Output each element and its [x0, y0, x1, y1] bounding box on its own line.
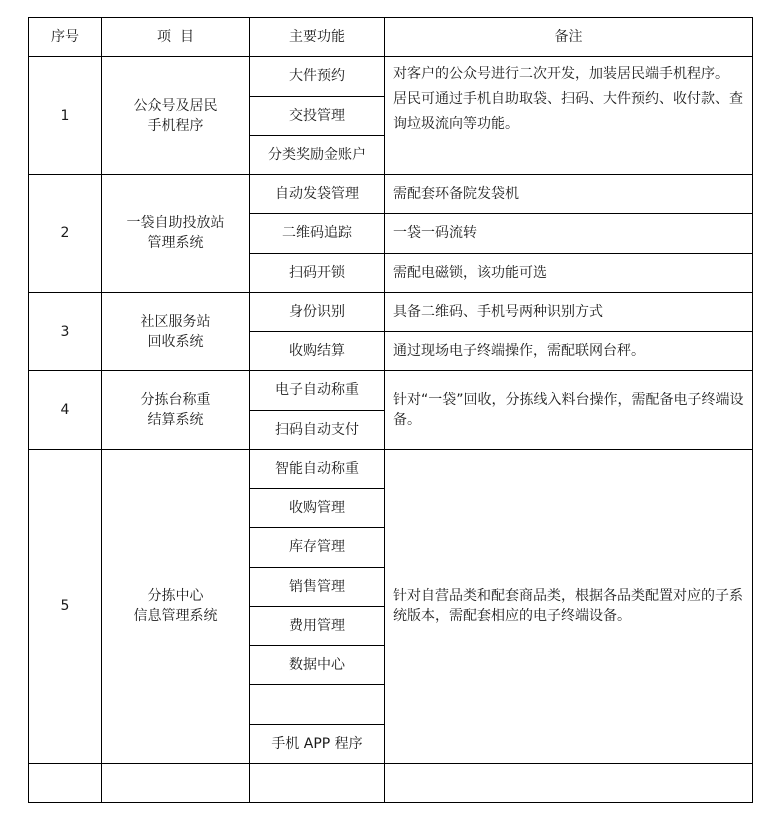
empty-cell — [385, 763, 753, 802]
function-cell: 大件预约 — [250, 57, 385, 96]
row-number: 4 — [29, 371, 102, 450]
item-name-line: 分拣中心 — [147, 588, 204, 605]
function-cell: 手机 APP 程序 — [250, 724, 385, 763]
function-cell: 收购管理 — [250, 489, 385, 528]
item-name — [102, 292, 250, 371]
item-name — [102, 371, 250, 450]
table-row — [29, 371, 753, 410]
function-cell: 电子自动称重 — [250, 371, 385, 410]
function-cell: 费用管理 — [250, 606, 385, 645]
table-row — [29, 57, 753, 96]
header-remark: 备注 — [385, 18, 753, 57]
table-row — [29, 175, 753, 214]
feature-table — [28, 17, 753, 803]
remark-cell: 需配套环备院发袋机 — [385, 175, 753, 214]
table-header-row — [29, 18, 753, 57]
header-no: 序号 — [29, 18, 102, 57]
header-function: 主要功能 — [250, 18, 385, 57]
function-cell: 二维码追踪 — [250, 214, 385, 253]
function-cell: 分类奖励金账户 — [250, 135, 385, 174]
remark-cell — [385, 57, 753, 175]
table-row — [29, 449, 753, 488]
item-name-line: 社区服务站 — [140, 313, 211, 330]
item-name-line: 分拣台称重 — [140, 392, 211, 408]
remark-line: 居民可通过手机自助取袋、扫码、大件预约、收付款、查询垃圾流向等功能。 — [393, 91, 743, 133]
remark-cell: 针对“一袋”回收，分拣线入料台操作，需配备电子终端设备。 — [385, 371, 753, 450]
function-cell: 收购结算 — [250, 332, 385, 371]
item-name-line: 管理系统 — [147, 235, 204, 252]
row-number: 2 — [29, 175, 102, 293]
row-number: 5 — [29, 449, 102, 763]
item-name — [102, 175, 250, 293]
function-cell-empty — [250, 685, 385, 724]
item-name-line: 手机程序 — [147, 117, 204, 134]
function-cell: 智能自动称重 — [250, 449, 385, 488]
item-name-line: 一袋自助投放站 — [126, 215, 225, 232]
item-name-line: 公众号及居民 — [133, 97, 218, 114]
remark-cell: 需配电磁锁，该功能可选 — [385, 253, 753, 292]
remark-cell: 通过现场电子终端操作，需配联网台秤。 — [385, 332, 753, 371]
remark-cell: 具备二维码、手机号两种识别方式 — [385, 292, 753, 331]
function-cell: 扫码开锁 — [250, 253, 385, 292]
empty-cell — [102, 763, 250, 802]
item-name-line: 回收系统 — [147, 333, 204, 350]
header-item: 项 目 — [102, 18, 250, 57]
item-name — [102, 449, 250, 763]
item-name-line: 信息管理系统 — [133, 608, 218, 625]
row-number: 1 — [29, 57, 102, 175]
row-number: 3 — [29, 292, 102, 371]
function-cell: 身份识别 — [250, 292, 385, 331]
function-cell: 扫码自动支付 — [250, 410, 385, 449]
item-name — [102, 57, 250, 175]
remark-cell: 一袋一码流转 — [385, 214, 753, 253]
item-name-line: 结算系统 — [147, 412, 204, 428]
function-cell: 自动发袋管理 — [250, 175, 385, 214]
table-row — [29, 292, 753, 331]
empty-cell — [250, 763, 385, 802]
table-row-empty — [29, 763, 753, 802]
remark-line: 对客户的公众号进行二次开发，加装居民端手机程序。 — [393, 66, 729, 83]
function-cell: 数据中心 — [250, 646, 385, 685]
function-cell: 库存管理 — [250, 528, 385, 567]
function-cell: 交投管理 — [250, 96, 385, 135]
function-cell: 销售管理 — [250, 567, 385, 606]
empty-cell — [29, 763, 102, 802]
remark-cell: 针对自营品类和配套商品类，根据各品类配置对应的子系统版本，需配套相应的电子终端设备。 — [385, 449, 753, 763]
